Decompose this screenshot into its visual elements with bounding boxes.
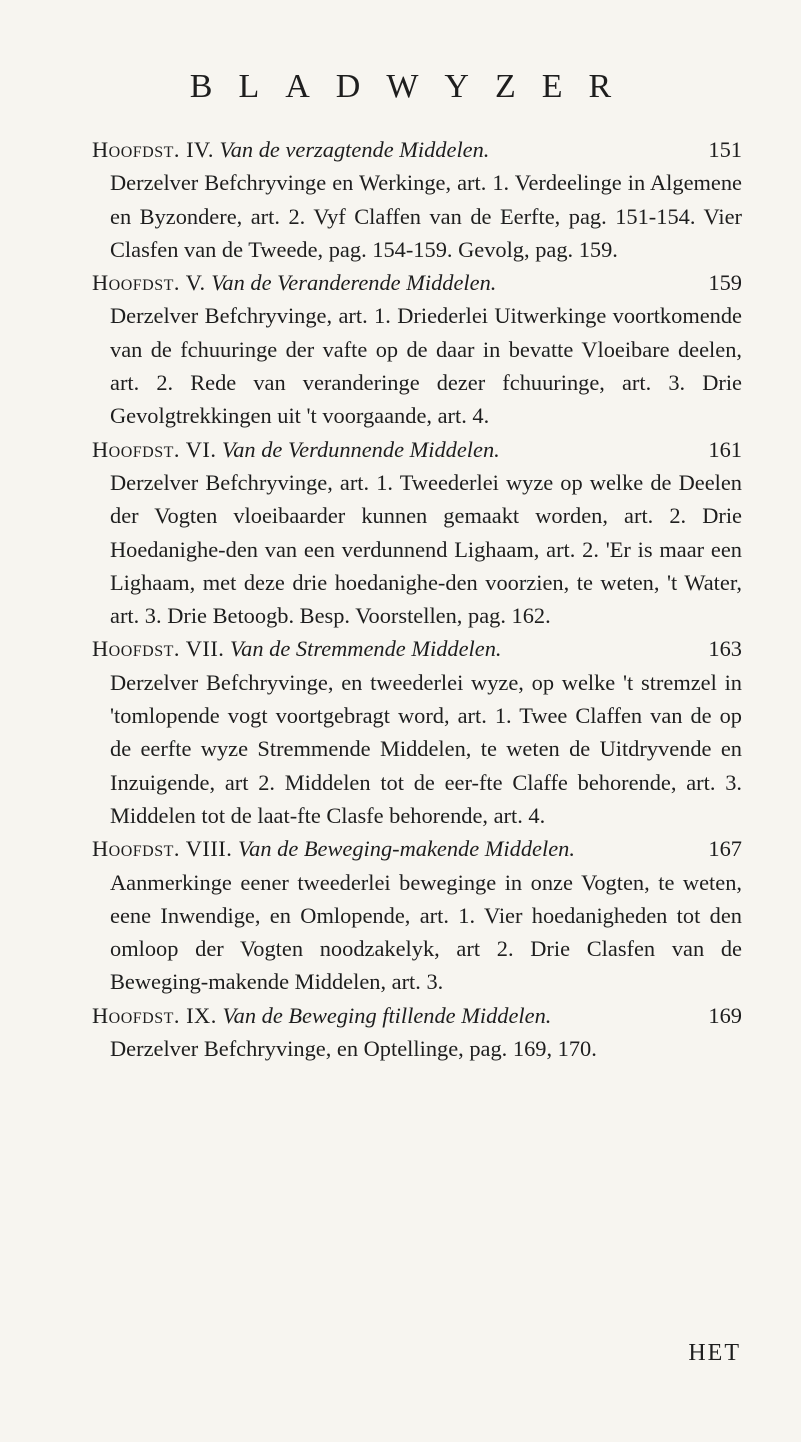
catchword: HET (688, 1340, 741, 1366)
chapter-heading (92, 133, 489, 166)
chapter-page-number: 159 (708, 270, 742, 296)
chapter-page-number: 163 (708, 636, 742, 662)
chapter-summary: Derzelver Befchryvinge, en Optellinge, pag. 169, 170. (110, 1036, 597, 1062)
chapter-subject: Van de Beweging ftillende Middelen. (222, 1002, 552, 1028)
chapter-heading-line (92, 266, 742, 299)
chapter-page-number: 167 (708, 836, 742, 862)
chapter-summary: Derzelver Befchryvinge, art. 1. Driederlei Uitwerkinge voortkomende van de fchuuringe der vafte op de daar in bevatte Vloeibare deelen, art. 2. Rede van veranderinge dezer fchuuringe, art. 3. Drie Gevolgtrekkingen uit 't voorgaande, art. 4. (110, 303, 742, 429)
chapter-label: Hoofdst. IV. (92, 137, 214, 162)
chapter-summary: Aanmerkinge eener tweederlei beweginge in onze Vogten, te weten, eene Inwendige, en Omlopende, art. 1. Vier hoedanigheden tot den omloop der Vogten noodzakelyk, art 2. Drie Clasfen van de Beweging-makende Middelen, art. 3. (110, 869, 742, 995)
chapter-entry-7 (92, 632, 742, 832)
chapter-subject: Van de Verdunnende Middelen. (222, 436, 500, 462)
chapter-label: Hoofdst. VIII. (92, 836, 233, 862)
chapter-page-number: 151 (708, 137, 742, 162)
chapter-heading (92, 433, 500, 466)
chapter-entry-4 (92, 133, 742, 266)
chapter-entry-8 (92, 832, 742, 998)
chapter-heading-line (92, 999, 742, 1032)
chapter-summary: Derzelver Befchryvinge en Werkinge, art. 1. Verdeelinge in Algemene en Byzondere, art. 2. Vyf Claffen van de Eerfte, pag. 151-154. Vier Clasfen van de Tweede, pag. 154-159. Gevolg, pag. 159. (110, 170, 742, 262)
chapter-entry-5 (92, 266, 742, 432)
chapter-heading-line (92, 433, 742, 466)
chapter-subject: Van de verzagtende Middelen. (219, 137, 490, 162)
chapter-heading-line (92, 133, 742, 166)
chapter-heading-line (92, 832, 742, 865)
chapter-label: Hoofdst. VI. (92, 436, 217, 462)
page-title: BLADWYZER (189, 68, 638, 105)
chapter-label: Hoofdst. IX. (92, 1002, 217, 1028)
chapter-heading (92, 266, 496, 299)
chapter-entry-9 (92, 999, 742, 1066)
chapter-label: Hoofdst. VII. (92, 636, 225, 662)
chapter-summary: Derzelver Befchryvinge, en tweederlei wyze, op welke 't stremzel in 'tomlopende vogt voortgebragt word, art. 1. Twee Claffen van de op de eerfte wyze Stremmende Middelen, te weten de Uitdryvende en Inzuigende, art 2. Middelen tot de eer-fte Claffe behorende, art. 3. Middelen tot de laat-fte Clasfe behorende, art. 4. (110, 669, 742, 828)
chapter-subject: Van de Beweging-makende Middelen. (237, 836, 575, 862)
chapter-page-number: 161 (708, 436, 742, 462)
chapter-page-number: 169 (708, 1002, 742, 1028)
table-of-contents (92, 133, 742, 1065)
chapter-heading (92, 999, 551, 1032)
chapter-summary: Derzelver Befchryvinge, art. 1. Tweederlei wyze op welke de Deelen der Vogten vloeibaarder kunnen gemaakt worden, art. 2. Drie Hoedanighe-den van een verdunnend Lighaam, art. 2. 'Er is maar een Lighaam, met deze drie hoedanighe-den voorzien, te weten, 't Water, art. 3. Drie Betoogb. Besp. Voorstellen, pag. 162. (110, 469, 742, 629)
chapter-subject: Van de Stremmende Middelen. (229, 636, 502, 662)
chapter-subject: Van de Veranderende Middelen. (211, 270, 497, 296)
chapter-heading (92, 832, 575, 865)
chapter-entry-6 (92, 433, 742, 633)
chapter-heading (92, 632, 502, 665)
chapter-label: Hoofdst. V. (92, 270, 206, 296)
chapter-heading-line (92, 632, 742, 665)
